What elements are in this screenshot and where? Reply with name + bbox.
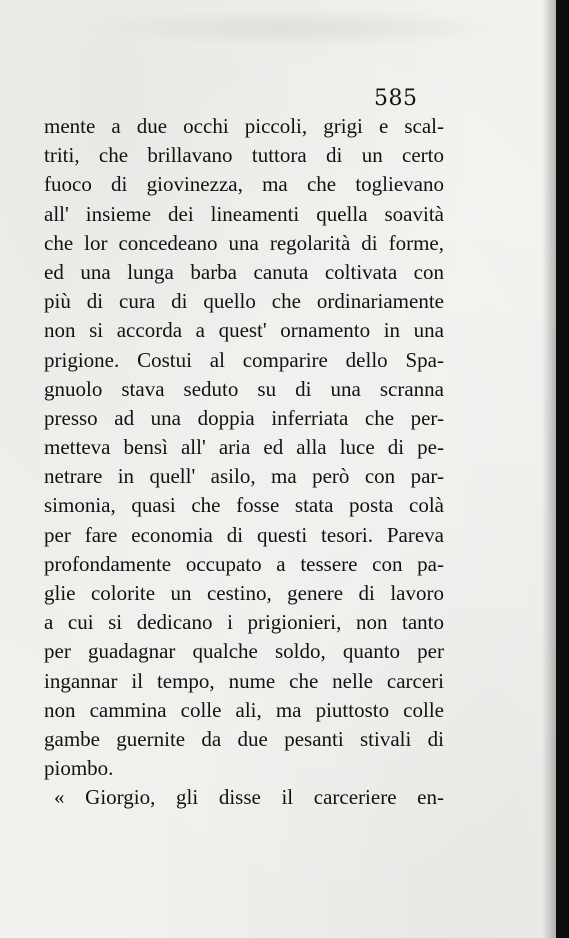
text-line: ingannar il tempo, nume che nelle carceri [44, 668, 444, 693]
page-edge-shadow [542, 0, 556, 938]
text-line: non si accorda a quest' ornamento in una [44, 318, 444, 343]
text-line: per fare economia di questi tesori. Pareva [44, 522, 444, 547]
body-text [44, 112, 444, 813]
text-line: mente a due occhi piccoli, grigi e scal- [44, 114, 444, 138]
text-line: gambe guernite da due pesanti stivali di [44, 726, 444, 751]
text-line: presso ad una doppia inferriata che per- [44, 405, 444, 430]
text-line: ed una lunga barba canuta coltivata con [44, 259, 444, 284]
text-line: metteva bensì all' aria ed alla luce di pe- [44, 435, 444, 460]
show-through-bleed [80, 8, 520, 48]
text-line: all' insieme dei lineamenti quella soavità [44, 201, 444, 226]
text-line: netrare in quell' asilo, ma però con par- [44, 464, 444, 489]
text-line: simonia, quasi che fosse stata posta colà [44, 493, 444, 518]
text-line: che lor concedeano una regolarità di forme, [44, 230, 444, 255]
text-line: prigione. Costui al comparire dello Spa- [44, 347, 444, 372]
text-line: a cui si dedicano i prigionieri, non tanto [44, 610, 444, 635]
text-line: per guadagnar qualche soldo, quanto per [44, 639, 444, 664]
text-line: piombo. [44, 756, 114, 781]
text-line: non cammina colle ali, ma piuttosto colle [44, 697, 444, 722]
text-line: « Giorgio, gli disse il carceriere en- [54, 785, 444, 810]
text-line: triti, che brillavano tuttora di un certo [44, 143, 444, 168]
page-number: 585 [374, 86, 418, 111]
text-line: profondamente occupato a tessere con pa- [44, 551, 444, 576]
text-line: gnuolo stava seduto su di una scranna [44, 376, 444, 401]
text-line: fuoco di giovinezza, ma che toglievano [44, 172, 444, 197]
text-line: glie colorite un cestino, genere di lavoro [44, 581, 444, 605]
text-line: più di cura di quello che ordinariamente [44, 289, 444, 314]
